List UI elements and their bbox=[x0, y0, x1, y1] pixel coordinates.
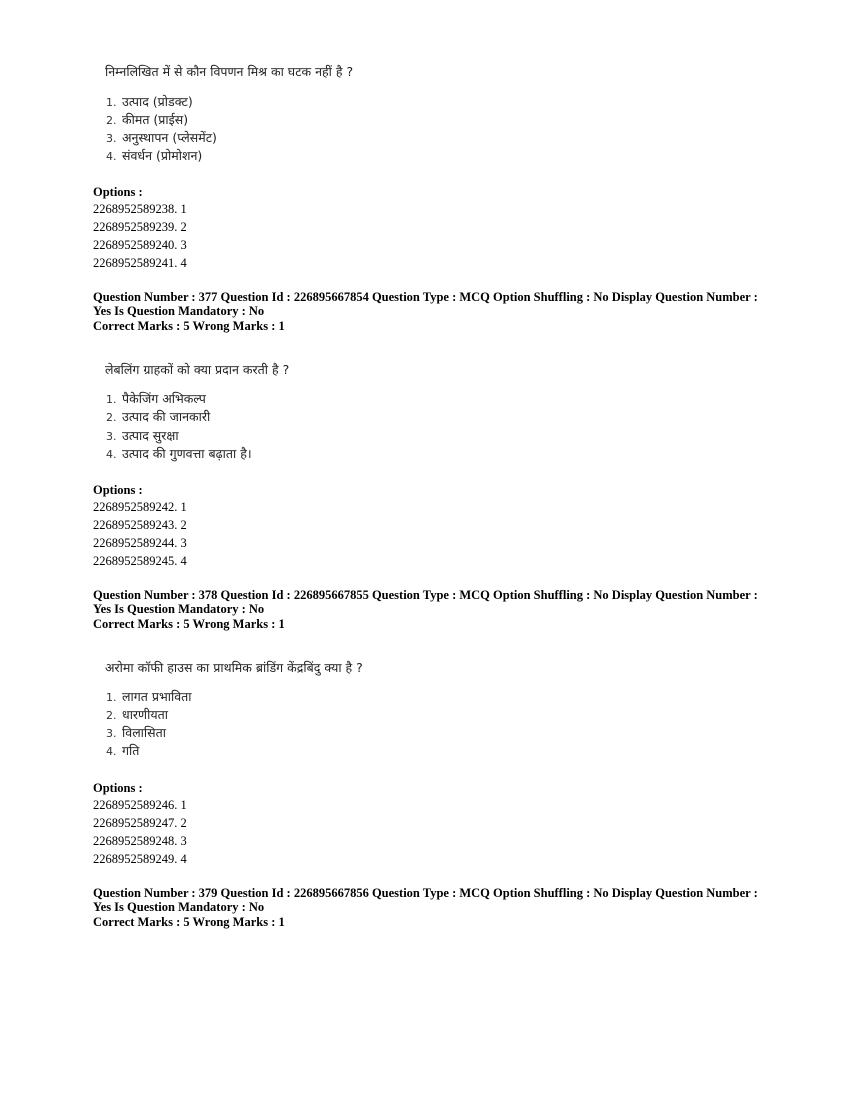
choice-number: 4. bbox=[106, 448, 117, 461]
choice-text: पैकेजिंग अभिकल्प bbox=[122, 391, 206, 406]
answer-choice-4 bbox=[106, 445, 252, 462]
option-id-row: 2268952589244. 3 bbox=[93, 536, 187, 550]
choice-number: 4. bbox=[106, 150, 117, 163]
choice-text: संवर्धन (प्रोमोशन) bbox=[122, 148, 203, 163]
choice-number: 1. bbox=[106, 393, 117, 406]
choice-text: कीमत (प्राईस) bbox=[122, 112, 189, 127]
choice-number: 3. bbox=[106, 132, 117, 145]
options-heading: Options : bbox=[93, 483, 143, 497]
question-marks: Correct Marks : 5 Wrong Marks : 1 bbox=[93, 915, 285, 929]
option-id-row: 2268952589246. 1 bbox=[93, 798, 187, 812]
answer-choice-1 bbox=[106, 688, 192, 705]
option-id-row: 2268952589240. 3 bbox=[93, 238, 187, 252]
answer-choice-3 bbox=[106, 724, 166, 741]
question-text: लेबलिंग ग्राहकों को क्या प्रदान करती है ? bbox=[105, 362, 290, 377]
choice-number: 3. bbox=[106, 430, 117, 443]
question-marks: Correct Marks : 5 Wrong Marks : 1 bbox=[93, 617, 285, 631]
question-text: निम्नलिखित में से कौन विपणन मिश्र का घटक नहीं है ? bbox=[105, 64, 354, 79]
option-id-row: 2268952589239. 2 bbox=[93, 220, 187, 234]
question-meta: Question Number : 377 Question Id : 226895667854 Question Type : MCQ Option Shuffling : No Display Question Number : Yes Is Question Mandatory : No bbox=[93, 290, 758, 318]
option-id-row: 2268952589241. 4 bbox=[93, 256, 187, 270]
option-id-row: 2268952589248. 3 bbox=[93, 834, 187, 848]
choice-text: गति bbox=[122, 743, 140, 758]
answer-choice-3 bbox=[106, 129, 217, 146]
answer-choice-2 bbox=[106, 706, 168, 723]
choice-number: 2. bbox=[106, 709, 117, 722]
answer-choice-1 bbox=[106, 93, 193, 110]
question-marks: Correct Marks : 5 Wrong Marks : 1 bbox=[93, 319, 285, 333]
choice-text: उत्पाद की जानकारी bbox=[122, 409, 211, 424]
choice-number: 1. bbox=[106, 96, 117, 109]
option-id-row: 2268952589242. 1 bbox=[93, 500, 187, 514]
answer-choice-1 bbox=[106, 390, 206, 407]
choice-number: 2. bbox=[106, 411, 117, 424]
choice-text: उत्पाद सुरक्षा bbox=[122, 428, 179, 443]
choice-text: अनुस्थापन (प्लेसमेंट) bbox=[122, 130, 217, 145]
option-id-row: 2268952589238. 1 bbox=[93, 202, 187, 216]
option-id-row: 2268952589243. 2 bbox=[93, 518, 187, 532]
choice-number: 1. bbox=[106, 691, 117, 704]
answer-choice-3 bbox=[106, 427, 179, 444]
answer-choice-2 bbox=[106, 408, 210, 425]
options-heading: Options : bbox=[93, 781, 143, 795]
option-id-row: 2268952589249. 4 bbox=[93, 852, 187, 866]
choice-number: 4. bbox=[106, 745, 117, 758]
answer-choice-4 bbox=[106, 147, 202, 164]
choice-text: विलासिता bbox=[122, 725, 166, 740]
choice-number: 2. bbox=[106, 114, 117, 127]
question-text: अरोमा कॉफी हाउस का प्राथमिक ब्रांडिंग केंद्रबिंदु क्या है ? bbox=[105, 660, 363, 675]
choice-text: लागत प्रभाविता bbox=[122, 689, 192, 704]
choice-text: उत्पाद (प्रोडक्ट) bbox=[122, 94, 193, 109]
choice-number: 3. bbox=[106, 727, 117, 740]
answer-choice-4 bbox=[106, 742, 139, 759]
choice-text: उत्पाद की गुणवत्ता बढ़ाता है। bbox=[122, 446, 252, 461]
option-id-row: 2268952589245. 4 bbox=[93, 554, 187, 568]
question-meta: Question Number : 378 Question Id : 226895667855 Question Type : MCQ Option Shuffling : No Display Question Number : Yes Is Question Mandatory : No bbox=[93, 588, 758, 616]
question-meta: Question Number : 379 Question Id : 226895667856 Question Type : MCQ Option Shuffling : No Display Question Number : Yes Is Question Mandatory : No bbox=[93, 886, 758, 914]
answer-choice-2 bbox=[106, 111, 188, 128]
choice-text: धारणीयता bbox=[122, 707, 168, 722]
options-heading: Options : bbox=[93, 185, 143, 199]
option-id-row: 2268952589247. 2 bbox=[93, 816, 187, 830]
